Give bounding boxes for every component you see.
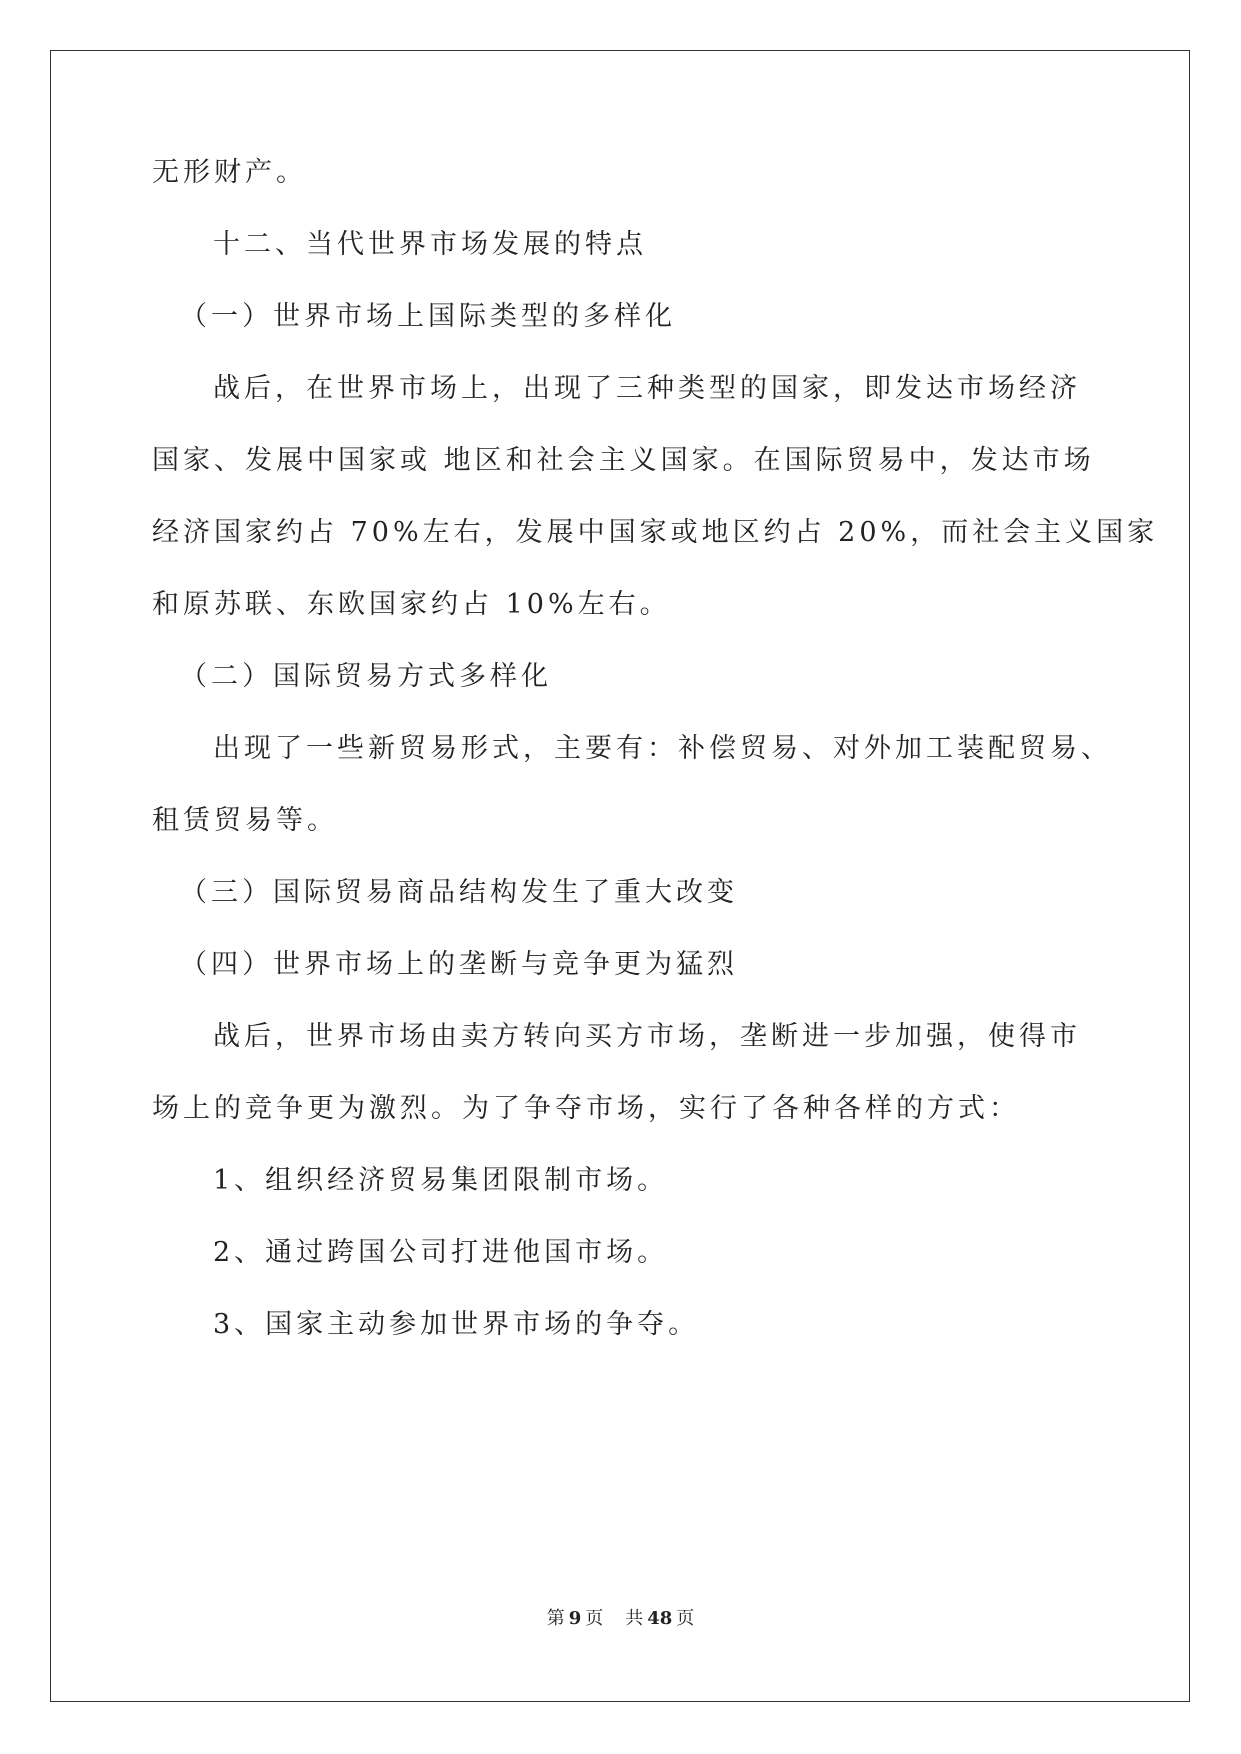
list-item: 1、组织经济贸易集团限制市场。 [213, 1165, 669, 1196]
paragraph-line: 和原苏联、东欧国家约占 10%左右。 [152, 589, 671, 620]
page-prefix: 第 [546, 1608, 565, 1629]
page-number: 9 [568, 1608, 582, 1629]
subsection-heading: （三）国际贸易商品结构发生了重大改变 [180, 877, 738, 908]
list-item: 2、通过跨国公司打进他国市场。 [213, 1237, 669, 1268]
subsection-heading: （一）世界市场上国际类型的多样化 [180, 301, 676, 332]
paragraph-line: 国家、发展中国家或 地区和社会主义国家。在国际贸易中，发达市场 [152, 445, 1095, 476]
page-footer [0, 1608, 1241, 1630]
subsection-heading: （二）国际贸易方式多样化 [180, 661, 552, 692]
paragraph-line: 战后，世界市场由卖方转向买方市场，垄断进一步加强，使得市 [213, 1021, 1081, 1052]
paragraph-line: 场上的竞争更为激烈。为了争夺市场，实行了各种各样的方式： [152, 1093, 1020, 1124]
total-pages: 48 [647, 1608, 673, 1629]
paragraph-line: 出现了一些新贸易形式，主要有：补偿贸易、对外加工装配贸易、 [213, 733, 1112, 764]
list-item: 3、国家主动参加世界市场的争夺。 [213, 1309, 700, 1340]
section-heading: 十二、当代世界市场发展的特点 [213, 229, 647, 260]
paragraph-line: 租赁贸易等。 [152, 805, 338, 836]
paragraph-line: 经济国家约占 70%左右，发展中国家或地区约占 20%，而社会主义国家 [152, 517, 1159, 548]
paragraph-line: 战后，在世界市场上，出现了三种类型的国家，即发达市场经济 [213, 373, 1081, 404]
total-prefix: 共 [625, 1608, 644, 1629]
total-unit: 页 [676, 1608, 695, 1629]
subsection-heading: （四）世界市场上的垄断与竞争更为猛烈 [180, 949, 738, 980]
text-line: 无形财产。 [152, 157, 307, 188]
page-unit: 页 [585, 1608, 604, 1629]
